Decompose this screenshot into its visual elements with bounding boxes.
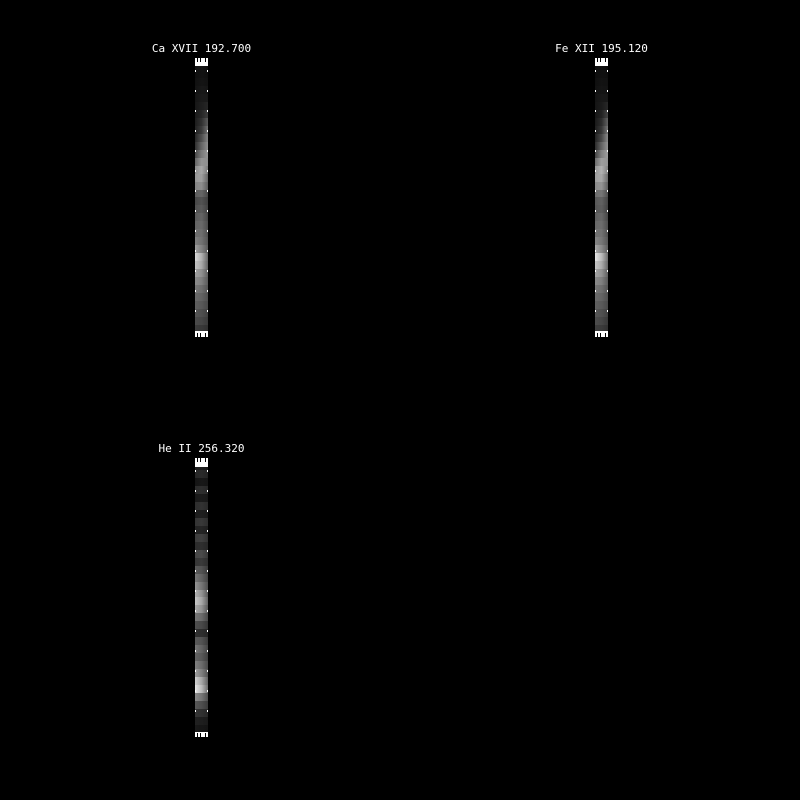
top-tick-icon [598, 58, 600, 62]
right-axis-tick [207, 210, 208, 212]
right-axis-tick [207, 290, 208, 292]
right-axis-tick [207, 590, 208, 592]
image-row [195, 293, 208, 301]
image-row [195, 661, 208, 669]
left-axis-tick [195, 190, 196, 192]
image-row [195, 158, 208, 166]
image-row [195, 317, 208, 325]
right-axis-tick [607, 90, 608, 92]
right-axis-tick [207, 690, 208, 692]
image-row [195, 494, 208, 502]
image-row [195, 701, 208, 709]
bottom-tick-icon [195, 733, 197, 737]
panel-title: Ca XVII 192.700 [151, 42, 252, 55]
right-axis-tick [207, 470, 208, 472]
left-axis-tick [195, 310, 196, 312]
right-axis-tick [207, 310, 208, 312]
image-row [195, 102, 208, 110]
left-axis-tick [195, 70, 196, 72]
image-row [195, 134, 208, 142]
left-axis-tick [595, 190, 596, 192]
right-axis-tick [207, 130, 208, 132]
left-axis-tick [195, 110, 196, 112]
right-axis-tick [207, 70, 208, 72]
image-row [595, 174, 608, 182]
image-row [195, 478, 208, 486]
left-axis-tick [195, 470, 196, 472]
image-row [195, 574, 208, 582]
left-axis-tick [195, 530, 196, 532]
image-row [195, 621, 208, 629]
image-row [595, 293, 608, 301]
left-axis-tick [595, 310, 596, 312]
slit-image [195, 62, 208, 333]
image-row [195, 213, 208, 221]
left-axis-tick [595, 250, 596, 252]
image-row [195, 677, 208, 685]
image-row [195, 534, 208, 542]
image-row [595, 213, 608, 221]
right-axis-tick [607, 250, 608, 252]
right-axis-tick [207, 250, 208, 252]
left-axis-tick [195, 650, 196, 652]
left-axis-tick [195, 610, 196, 612]
image-row [195, 253, 208, 261]
left-axis-tick [195, 590, 196, 592]
top-tick-icon [606, 58, 608, 62]
left-axis-tick [595, 110, 596, 112]
top-tick-icon [195, 58, 197, 62]
image-row [195, 78, 208, 86]
image-row [595, 261, 608, 269]
left-axis-tick [195, 270, 196, 272]
left-axis-tick [595, 270, 596, 272]
image-row [195, 174, 208, 182]
right-axis-tick [207, 270, 208, 272]
right-axis-tick [607, 70, 608, 72]
left-axis-tick [595, 230, 596, 232]
top-tick-icon [203, 58, 205, 62]
image-row [595, 221, 608, 229]
image-row [595, 78, 608, 86]
left-axis-tick [595, 70, 596, 72]
image-row [195, 518, 208, 526]
right-axis-tick [607, 310, 608, 312]
image-row [595, 94, 608, 102]
slit-image [195, 462, 208, 733]
right-axis-tick [607, 130, 608, 132]
panel-title: He II 256.320 [158, 442, 245, 455]
right-axis-tick [607, 290, 608, 292]
right-axis-tick [207, 610, 208, 612]
bottom-tick-icon [198, 333, 200, 337]
top-tick-icon [198, 58, 200, 62]
right-axis-tick [607, 270, 608, 272]
right-axis-tick [607, 210, 608, 212]
image-row [195, 637, 208, 645]
left-axis-tick [195, 710, 196, 712]
left-axis-tick [195, 570, 196, 572]
image-row [195, 582, 208, 590]
image-row [195, 221, 208, 229]
image-row [195, 558, 208, 566]
slit-image [595, 62, 608, 333]
image-row [195, 277, 208, 285]
image-row [195, 301, 208, 309]
image-row [195, 502, 208, 510]
image-row [195, 182, 208, 190]
right-axis-tick [207, 190, 208, 192]
right-axis-tick [207, 550, 208, 552]
image-row [595, 253, 608, 261]
left-axis-tick [195, 210, 196, 212]
right-axis-tick [207, 530, 208, 532]
right-axis-tick [607, 190, 608, 192]
top-tick-icon [595, 58, 597, 62]
right-axis-tick [207, 570, 208, 572]
left-axis-tick [195, 690, 196, 692]
bottom-tick-icon [203, 733, 205, 737]
top-axis-line [595, 62, 608, 66]
bottom-tick-icon [206, 733, 208, 737]
image-row [195, 197, 208, 205]
image-row [195, 237, 208, 245]
top-tick-icon [206, 458, 208, 462]
bottom-tick-icon [595, 333, 597, 337]
image-row [595, 118, 608, 126]
left-axis-tick [195, 250, 196, 252]
top-tick-icon [195, 458, 197, 462]
left-axis-tick [195, 170, 196, 172]
panel-title: Fe XII 195.120 [555, 42, 648, 55]
image-row [595, 197, 608, 205]
top-tick-icon [203, 458, 205, 462]
image-row [195, 94, 208, 102]
left-axis-tick [195, 150, 196, 152]
image-row [595, 158, 608, 166]
right-axis-tick [607, 170, 608, 172]
left-axis-tick [595, 90, 596, 92]
left-axis-tick [595, 150, 596, 152]
bottom-tick-icon [206, 333, 208, 337]
left-axis-tick [195, 290, 196, 292]
image-row [595, 182, 608, 190]
right-axis-tick [207, 630, 208, 632]
left-axis-tick [195, 510, 196, 512]
right-axis-tick [207, 170, 208, 172]
image-row [595, 142, 608, 150]
right-axis-tick [207, 230, 208, 232]
left-axis-tick [195, 230, 196, 232]
image-row [195, 142, 208, 150]
left-axis-tick [595, 290, 596, 292]
right-axis-tick [207, 650, 208, 652]
image-row [195, 597, 208, 605]
right-axis-tick [207, 510, 208, 512]
right-axis-tick [207, 110, 208, 112]
bottom-tick-icon [203, 333, 205, 337]
bottom-tick-icon [603, 333, 605, 337]
bottom-tick-icon [598, 333, 600, 337]
right-axis-tick [607, 150, 608, 152]
top-tick-icon [603, 58, 605, 62]
right-axis-tick [207, 670, 208, 672]
image-row [595, 134, 608, 142]
left-axis-tick [195, 490, 196, 492]
bottom-tick-icon [195, 333, 197, 337]
image-row [595, 277, 608, 285]
left-axis-tick [595, 170, 596, 172]
top-axis-line [195, 462, 208, 467]
left-axis-tick [595, 130, 596, 132]
right-axis-tick [607, 230, 608, 232]
top-axis-line [195, 62, 208, 66]
bottom-tick-icon [198, 733, 200, 737]
image-row [195, 613, 208, 621]
bottom-tick-icon [606, 333, 608, 337]
image-row [195, 693, 208, 701]
top-tick-icon [198, 458, 200, 462]
left-axis-tick [195, 130, 196, 132]
right-axis-tick [607, 110, 608, 112]
image-row [195, 653, 208, 661]
image-row [595, 237, 608, 245]
left-axis-tick [195, 90, 196, 92]
image-row [195, 118, 208, 126]
image-row [195, 261, 208, 269]
image-row [595, 317, 608, 325]
image-row [195, 542, 208, 550]
right-axis-tick [207, 90, 208, 92]
image-row [595, 301, 608, 309]
left-axis-tick [595, 210, 596, 212]
right-axis-tick [207, 150, 208, 152]
right-axis-tick [207, 490, 208, 492]
left-axis-tick [195, 670, 196, 672]
image-row [195, 717, 208, 725]
right-axis-tick [207, 710, 208, 712]
image-row [595, 102, 608, 110]
top-tick-icon [206, 58, 208, 62]
left-axis-tick [195, 630, 196, 632]
left-axis-tick [195, 550, 196, 552]
